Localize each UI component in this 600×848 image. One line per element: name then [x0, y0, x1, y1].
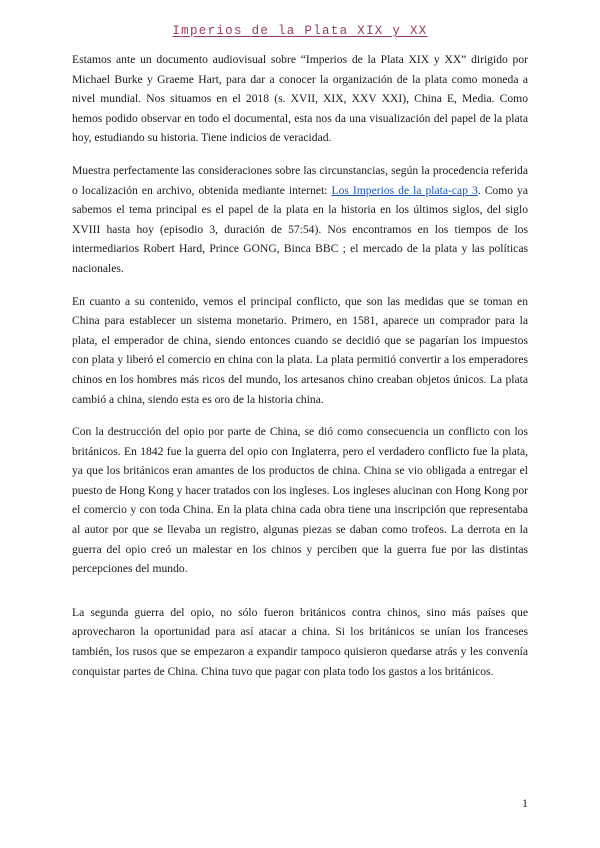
- paragraph-5: La segunda guerra del opio, no sólo fueron británicos contra chinos, sino más países que aprovecharon la oportunidad para así atacar a china. Si los británicos se unían los franceses también, los rusos que se empezaron a expandir tampoco quisieron quedarse atrás y les convenía conquistar partes de China. China tuvo que pagar con plata todo los gastos a los británicos.: [72, 605, 528, 678]
- source-link[interactable]: Los Imperios de la plata-cap 3: [331, 183, 478, 197]
- document-body: [72, 50, 528, 694]
- paragraph-1: Estamos ante un documento audiovisual sobre “Imperios de la Plata XIX y XX” dirigido por Michael Burke y Graeme Hart, para dar a conocer la organización de la plata como moneda a nivel mundial. Nos situamos en el 2018 (s. XVII, XIX, XXV XXI), China E, Media. Como hemos podido observar en todo el documental, esta nos da una visualización del papel de la plata hoy, estudiando su historia. Tiene indicios de veracidad.: [72, 53, 528, 145]
- paragraph-2: [72, 161, 528, 279]
- document-title: Imperios de la Plata XIX y XX: [172, 24, 428, 38]
- page-number: 1: [522, 796, 528, 810]
- paragraph-4: Con la destrucción del opio por parte de China, se dió como consecuencia un conflicto con los británicos. En 1842 fue la guerra del opio con Inglaterra, pero el verdadero conflicto fue la plata, ya que los británicos eran amantes de los productos de china. China se vio obligada a entregar el puesto de Hong Kong y hacer tratados con los ingleses. Los ingleses alucinan con Hong Kong por el comercio y con toda China. En la plata china cada obra tiene una inscripción que representaba al autor por que se llevaba un registro, algunas piezas se daban como trofeos. La derrota en la guerra del opio creó un malestar en los chinos y perciben que la guerra fue por las distintas percepciones del mundo.: [72, 425, 528, 576]
- paragraph-2-text-before-link: Muestra perfectamente las consideraciones sobre las circunstancias, según la procedencia referida o localización en archivo, obtenida mediante internet:: [72, 163, 528, 197]
- paragraph-3: En cuanto a su contenido, vemos el principal conflicto, que son las medidas que se toman en China para establecer un sistema monetario. Primero, en 1581, aparece un comprador para la plata, el emperador de china, siendo entonces cuando se decidió que se pagarían los impuestos con plata y liberó el comercio en china con la plata. La plata permitió convertir a los emperadores chinos en los hombres más ricos del mundo, los artesanos chino creaban objetos únicos. La plata cambió a china, siendo esta es oro de la historia china.: [72, 294, 528, 406]
- paragraph-2-text-after-link: . Como ya sabemos el tema principal es el papel de la plata en la historia en los últimos siglos, del siglo XVIII hasta hoy (episodio 3, duración de 57:54). Nos encontramos en los tiempos de los intermediarios Robert Hard, Prince GONG, Binca BBC ; el mercado de la plata y las políticas nacionales.: [72, 183, 528, 275]
